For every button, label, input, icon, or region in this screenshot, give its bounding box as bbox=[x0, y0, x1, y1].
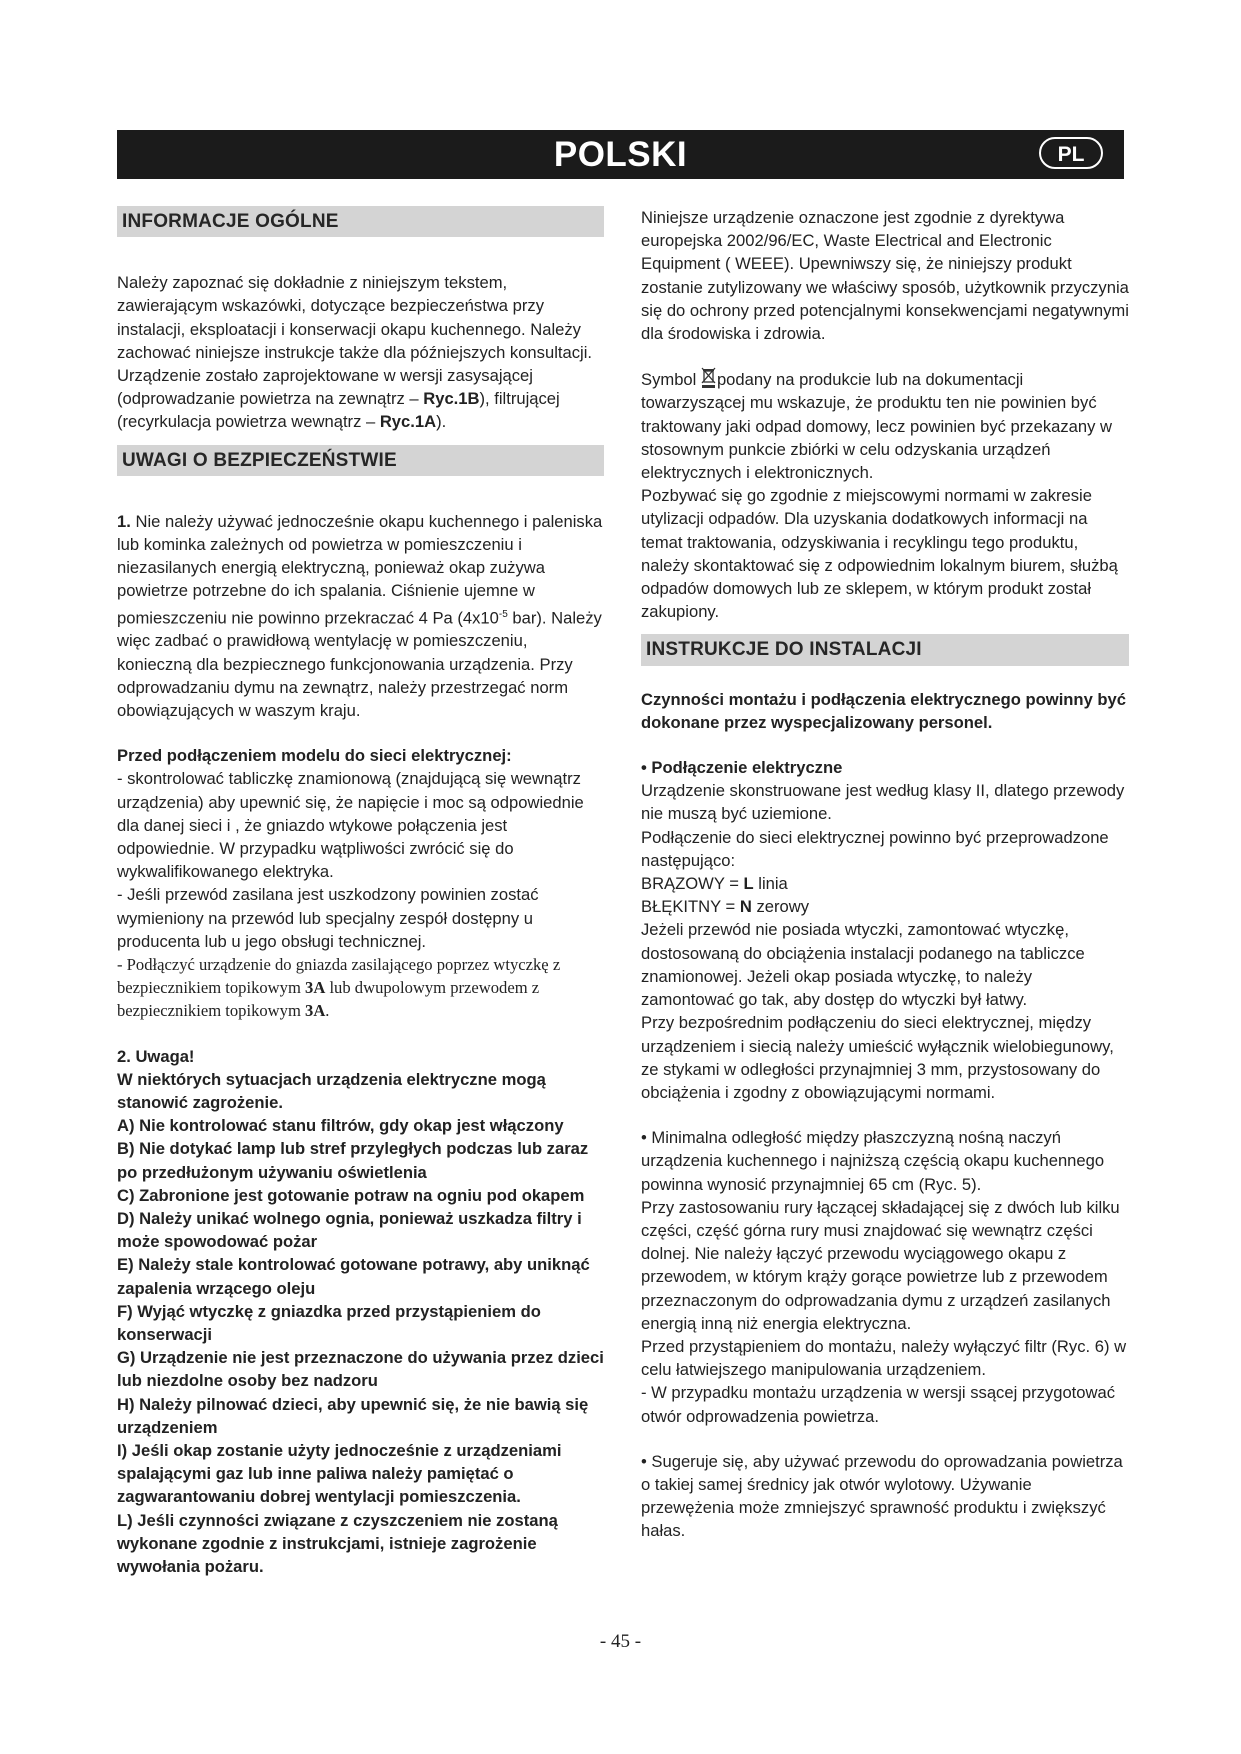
section-heading-general: INFORMACJE OGÓLNE bbox=[117, 206, 604, 237]
warning-a: A) Nie kontrolować stanu filtrów, gdy okap jest włączony bbox=[117, 1116, 564, 1136]
warning-i: I) Jeśli okap zostanie użyty jednocześnie z urządzeniami spalającymi gaz lub inne paliwa należy pamiętać o zagwarantowaniu dobrej wentylacji pomieszczenia. bbox=[117, 1441, 562, 1507]
crossed-bin-icon bbox=[701, 367, 716, 389]
connection-fuse: - Podłączyć urządzenie do gniazda zasilającego poprzez wtyczkę z bezpiecznikiem topikowym 3A lub dwupolowym przewodem z bezpiecznikiem topikowym 3A. bbox=[117, 955, 561, 1021]
warning-c: C) Zabronione jest gotowanie potraw na ogniu pod okapem bbox=[117, 1185, 585, 1205]
warnings-block bbox=[117, 1045, 604, 1579]
weee-disposal-paragraph: Pozbywać się go zgodnie z miejscowymi normami w zakresie utylizacji odpadów. Dla uzyskania dodatkowych informacji na temat traktowania, odzyskiwania i recyklingu tego produktu, należy skontaktować się z odpowiednim lokalnym biurem, służbą odpadów domowych lub ze sklepem, w którym produkt został zakupiony. bbox=[641, 486, 1118, 622]
general-versions-paragraph: Urządzenie zostało zaprojektowane w wersji zasysającej (odprowadzanie powietrza na zewnątrz – Ryc.1B), filtrującej (recyrkulacja powietrza wewnątrz – Ryc.1A). bbox=[117, 366, 560, 432]
connection-heading: Przed podłączeniem modelu do sieci elektrycznej: bbox=[117, 746, 512, 766]
language-banner bbox=[117, 130, 1124, 179]
electric-wiring-paragraph: Podłączenie do sieci elektrycznej powinno być przeprowadzone następująco: bbox=[641, 827, 1109, 870]
warning-f: F) Wyjąć wtyczkę z gniazdka przed przystąpieniem do konserwacji bbox=[117, 1301, 541, 1345]
warning-l: L) Jeśli czynności związane z czyszczeniem nie zostaną wykonane zgodnie z instrukcjami, istnieje zagrożenie wywołania pożaru. bbox=[117, 1510, 558, 1577]
duct-diameter-suggestion: • Sugeruje się, aby używać przewodu do oprowadzania powietrza o takiej samej średnicy jak otwór wylotowy. Używanie przewężenia może zmniejszyć sprawność produktu i zwiększyć hałas. bbox=[641, 1451, 1123, 1541]
safety-point-1: 1. Nie należy używać jednocześnie okapu kuchennego i paleniska lub kominka zależnych od powietrza w pomieszczeniu i niezasilanych energią elektryczną, ponieważ okap zużywa powietrze potrzebne do ich spalania. Ciśnienie ujemne w pomieszczeniu nie powinno przekraczać 4 Pa ($4x10^{-5}$ bar). Należy więc zadbać o prawidłową wentylację w pomieszczeniu, konieczną dla bezpiecznego funkcjonowania urządzenia. Przy odprowadzaniu dymu na zewnątrz, należy przestrzegać norm obowiązujących w waszym kraju. bbox=[117, 511, 603, 720]
exhaust-hole-paragraph: - W przypadku montażu urządzenia w wersji ssącej przygotować otwór odprowadzenia powietrza. bbox=[641, 1383, 1116, 1426]
distance-paragraph: • Minimalna odległość między płaszczyzną nośną naczyń urządzenia kuchennego i najniższą częścią okapu kuchennego powinna wynosić przynajmniej 65 cm (Ryc. 5). bbox=[641, 1128, 1105, 1194]
weee-directive-paragraph: Niniejsze urządzenie oznaczone jest zgodnie z dyrektywa europejska 2002/96/EC, Waste Electrical and Electronic Equipment ( WEEE). Upewniwszy się, że niniejszy produkt zostanie zutylizowany we właściwy sposób, użytkownik przyczynia się do ochrony przed potencjalnymi konsekwencjami negatywnymi dla środowiska i zdrowia. bbox=[641, 208, 1129, 344]
page-number: - 45 - bbox=[599, 1631, 642, 1652]
connection-check-plate: - skontrolować tabliczkę znamionową (znajdującą się wewnątrz urządzenia) aby upewnić się, że napięcie i moc są odpowiednie dla danej sieci i , że gniazdo wtykowe połączenia jest odpowiednie. W przypadku wątpliwości zwrócić się do wykwalifikowanego elektryka. bbox=[117, 769, 584, 882]
weee-symbol-paragraph: Symbol podany na produkcie lub na dokumentacji towarzyszącej mu wskazuje, że produktu ten nie powinien być traktowany jaki odpad domowy, lecz powinien być przekazany w stosownym punkcie zbiórki w celu odzyskania urządzeń elektrycznych i elektronicznych. bbox=[641, 367, 1129, 484]
connection-damaged-cable: - Jeśli przewód zasilana jest uszkodzony powinien zostać wymieniony na przewód lub specjalny zespół dostępny u producenta lub u jego obsługi technicznej. bbox=[117, 885, 539, 951]
electric-connection-heading: • Podłączenie elektryczne bbox=[641, 758, 843, 778]
left-column bbox=[117, 206, 604, 1578]
warning-d: D) Należy unikać wolnego ognia, ponieważ uszkadza filtry i może spowodować pożar bbox=[117, 1209, 582, 1252]
section-heading-safety: UWAGI O BEZPIECZEŃSTWIE bbox=[117, 445, 604, 476]
warning-e: E) Należy stale kontrolować gotowane potrawy, aby uniknąć zapalenia wrzącego oleju bbox=[117, 1255, 590, 1298]
duct-paragraph: Przy zastosowaniu rury łączącej składającej się z dwóch lub kilku części, część górna rury musi znajdować się wewnątrz części dolnej. Nie należy łączyć przewodu wyciągowego okapu z przewodem, w którym krąży gorące powietrze lub z przewodem przeznaczonym do odprowadzania dymu z urządzeń zasilanych energią inną niż energia elektryczna. bbox=[641, 1197, 1120, 1333]
page-title: POLSKI bbox=[553, 135, 688, 174]
filter-removal-paragraph: Przed przystąpieniem do montażu, należy wyłączyć filtr (Ryc. 6) w celu łatwiejszego manipulowania urządzeniem. bbox=[641, 1336, 1127, 1380]
general-intro-paragraph: Należy zapoznać się dokładnie z niniejszym tekstem, zawierającym wskazówki, dotyczące bezpieczeństwa przy instalacji, eksploatacji i konserwacji okapu kuchennego. Należy zachować niniejsze instrukcje także dla późniejszych konsultacji. bbox=[117, 273, 592, 362]
language-badge: PL bbox=[1039, 137, 1103, 169]
warning-intro: W niektórych sytuacjach urządzenia elektryczne mogą stanowić zagrożenie. bbox=[117, 1069, 546, 1113]
electric-class-paragraph: Urządzenie skonstruowane jest według klasy II, dlatego przewody nie muszą być uziemione. bbox=[641, 781, 1125, 824]
warning-title: 2. Uwaga! bbox=[117, 1046, 195, 1066]
electric-switch-paragraph: Przy bezpośrednim podłączeniu do sieci elektrycznej, między urządzeniem i siecią należy umieścić wyłącznik wielobiegunowy, ze stykami w odległości przynajmniej 3 mm, przystosowany do obciążenia i zgodny z obowiązującymi normami. bbox=[641, 1013, 1114, 1102]
warning-b: B) Nie dotykać lamp lub stref przyległych podczas lub zaraz po przedłużonym używaniu oświetlenia bbox=[117, 1139, 589, 1182]
installation-personnel-note: Czynności montażu i podłączenia elektrycznego powinny być dokonane przez wyspecjalizowany personel. bbox=[641, 689, 1127, 732]
section-heading-installation: INSTRUKCJE DO INSTALACJI bbox=[641, 634, 1129, 665]
electric-plug-paragraph: Jeżeli przewód nie posiada wtyczki, zamontować wtyczkę, dostosowaną do obciążenia instalacji podanego na tabliczce znamionowej. Jeżeli okap posiada wtyczkę, to należy zamontować go tak, aby dostęp do wtyczki był łatwy. bbox=[641, 920, 1085, 1010]
warning-g: G) Urządzenie nie jest przeznaczone do używania przez dzieci lub niezdolne osoby bez nadzoru bbox=[117, 1348, 604, 1391]
wire-blue: BŁĘKITNY = N zerowy bbox=[641, 897, 809, 917]
right-column bbox=[641, 206, 1129, 1543]
warning-h: H) Należy pilnować dzieci, aby upewnić się, że nie bawią się urządzeniem bbox=[117, 1394, 589, 1437]
wire-brown: BRĄZOWY = L linia bbox=[641, 874, 788, 894]
